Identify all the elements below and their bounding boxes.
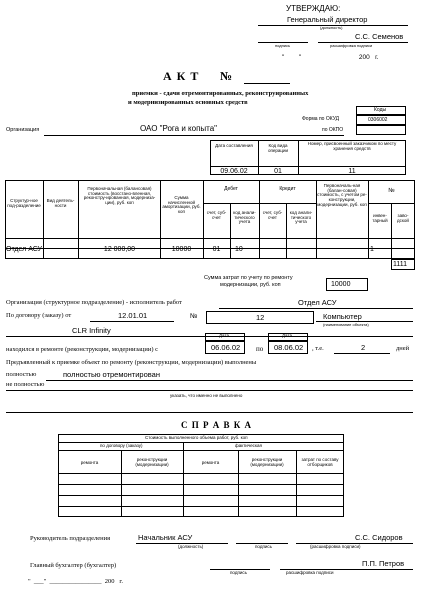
doc-date-header: Дата составления — [215, 143, 253, 148]
caption-name: (расшифровка подписи) — [310, 544, 361, 549]
contract-no: 12 — [256, 313, 265, 322]
ref-repair-actual: ремонта — [201, 460, 220, 465]
head-label: Руководитель подразделения — [30, 535, 111, 542]
row-cost: 12 000,00 — [103, 246, 136, 253]
act-subtitle-line1: приемки - сдачи отремонтированных, реконструированных — [132, 90, 309, 97]
object-caption: (наименование объекта) — [323, 322, 369, 327]
caption-signature-2: подпись — [230, 570, 248, 575]
head-name: С.С. Сидоров — [355, 533, 403, 542]
position-caption: (должность) — [320, 25, 343, 30]
end-date-value: 08.06.02 — [274, 343, 304, 352]
doc-date-value: 09.06.02 — [220, 168, 248, 175]
presented-line: Предъявленный к приемке объект по ремонту (реконструкции, модернизации) выполнены — [6, 359, 257, 366]
reference-title: С П Р А В К А — [181, 420, 253, 430]
repair-period-label: находился в ремонте (реконструкции, модернизации) с — [6, 346, 159, 353]
codes-header: Коды — [374, 107, 387, 113]
cost-sum-value: 10000 — [331, 281, 351, 288]
approval-position: Генеральный директор — [287, 15, 368, 24]
signatures-date-line: " ___" ________________ 200 г. — [28, 578, 123, 585]
fully-value: полностью отремонтирован — [63, 370, 160, 379]
cost-sum-label-1: Сумма затрат по учету по ремонту — [204, 275, 293, 281]
hdr-no: № — [388, 188, 395, 194]
organization-value: ОАО "Рога и копыта" — [140, 124, 218, 133]
object-model: CLR Infinity — [72, 326, 111, 335]
approval-date-line: " " 200 г. — [282, 54, 379, 61]
hdr-factory: заво-дской — [397, 213, 409, 223]
okud-label: Форма по ОКУД — [302, 116, 340, 122]
act-title: А К Т — [163, 69, 200, 83]
name-caption: расшифровка подписи — [330, 43, 373, 48]
hdr-depreciation: Сумма начисленной амортизации, руб. коп — [162, 195, 201, 215]
okpo-label: по ОКПО — [322, 127, 344, 133]
ref-repair: ремонта — [80, 460, 99, 465]
days-value: 2 — [361, 343, 366, 352]
object-name: Компьютер — [323, 312, 362, 321]
doc-op-code-value: 01 — [274, 168, 282, 175]
doc-inv-number-header: Номер, присвоенный заказчиком по месту хранения средств — [307, 141, 397, 151]
hdr-debit: Дебет — [224, 186, 238, 192]
ref-reconstruction: реконструкции (модернизации) — [135, 457, 169, 467]
hdr-credit: Кредит — [279, 186, 296, 192]
hdr-cost: Первоначальная (балансовая) стоимость (восстано-вленная, реконстру-ированная, модерниза-ции), руб. коп — [83, 186, 156, 206]
days-label: дней — [396, 345, 410, 352]
organization-label: Организация — [6, 127, 40, 133]
approval-title: УТВЕРЖДАЮ: — [286, 4, 341, 13]
row-depreciation: 10000 — [171, 246, 192, 253]
start-date-value: 06.06.02 — [211, 343, 241, 352]
caption-signature: подпись — [255, 544, 273, 549]
hdr-credit-analytic: код анали-тического учета — [289, 210, 313, 225]
caption-position: (должность) — [178, 544, 204, 549]
row-division: Отдел АСУ — [6, 246, 42, 253]
ref-cost-header: Стоимость выполненного объема работ, руб. коп — [145, 435, 248, 440]
hdr-division: Структур-ное под-разделение — [7, 198, 41, 208]
start-date-header: Дата — [219, 333, 229, 338]
fully-label: полностью — [6, 371, 37, 378]
contract-label: По договору (заказу) от — [6, 312, 72, 319]
reason-caption: указать, что именно не выполнено — [170, 393, 243, 398]
cost-sum-label-2: модернизации, руб. коп — [220, 282, 281, 288]
to-label: по — [256, 345, 264, 353]
org-executor-label: Организация (структурное подразделение) - исполнитель работ — [6, 299, 182, 306]
doc-op-code-header: Код вида операции — [267, 143, 289, 153]
hdr-activity: Вид деятель-ности — [46, 198, 75, 208]
head-position: Начальник АСУ — [138, 533, 193, 542]
hdr-debit-acc: счет, суб-счет — [206, 210, 227, 220]
signature-caption: подпись — [275, 43, 291, 48]
hdr-inventory: инвен-тарный — [372, 213, 388, 223]
row-debit-analytic: 10 — [235, 246, 243, 253]
row-debit-acc: 01 — [212, 246, 221, 253]
ref-extra: затрат по составу отборщиков — [301, 457, 339, 467]
total-label: , т.е. — [312, 345, 324, 352]
accountant-label: Главный бухгалтер (бухгалтер) — [30, 562, 117, 569]
org-executor-value: Отдел АСУ — [298, 298, 337, 307]
doc-inv-number-value: 11 — [348, 168, 356, 175]
hdr-increased-cost: Первоначаль-ная (балан-совая) стоимость, с учетом ре-конструкции, модернизации, руб. коп — [317, 183, 367, 207]
hdr-debit-analytic: код анали-тического учета — [233, 210, 256, 225]
okud-value: 0306002 — [368, 117, 388, 123]
act-subtitle-line2: и модернизированных основных средств — [128, 99, 248, 106]
hdr-credit-acc: счет, суб-счет — [262, 210, 283, 220]
ref-actual-header: фактическая — [235, 443, 262, 448]
not-fully-label: не полностью — [6, 381, 45, 388]
act-number-field[interactable] — [244, 83, 290, 84]
act-number-label: № — [220, 69, 233, 83]
accountant-name: П.П. Петров — [362, 559, 405, 568]
contract-date: 12.01.01 — [118, 311, 148, 320]
extra-value: 1111 — [393, 261, 408, 268]
end-date-header: Дата — [282, 333, 292, 338]
contract-no-label: № — [190, 313, 198, 320]
ref-contract-header: по договору (заказу) — [100, 443, 143, 448]
okpo-box[interactable] — [356, 125, 406, 135]
ref-reconstruction-actual: реконструкции (модернизации) — [250, 457, 284, 467]
row-inventory: 1 — [370, 246, 374, 253]
approval-signer-name: С.С. Семенов — [355, 32, 404, 41]
caption-name-2: расшифровка подписи — [286, 570, 334, 575]
